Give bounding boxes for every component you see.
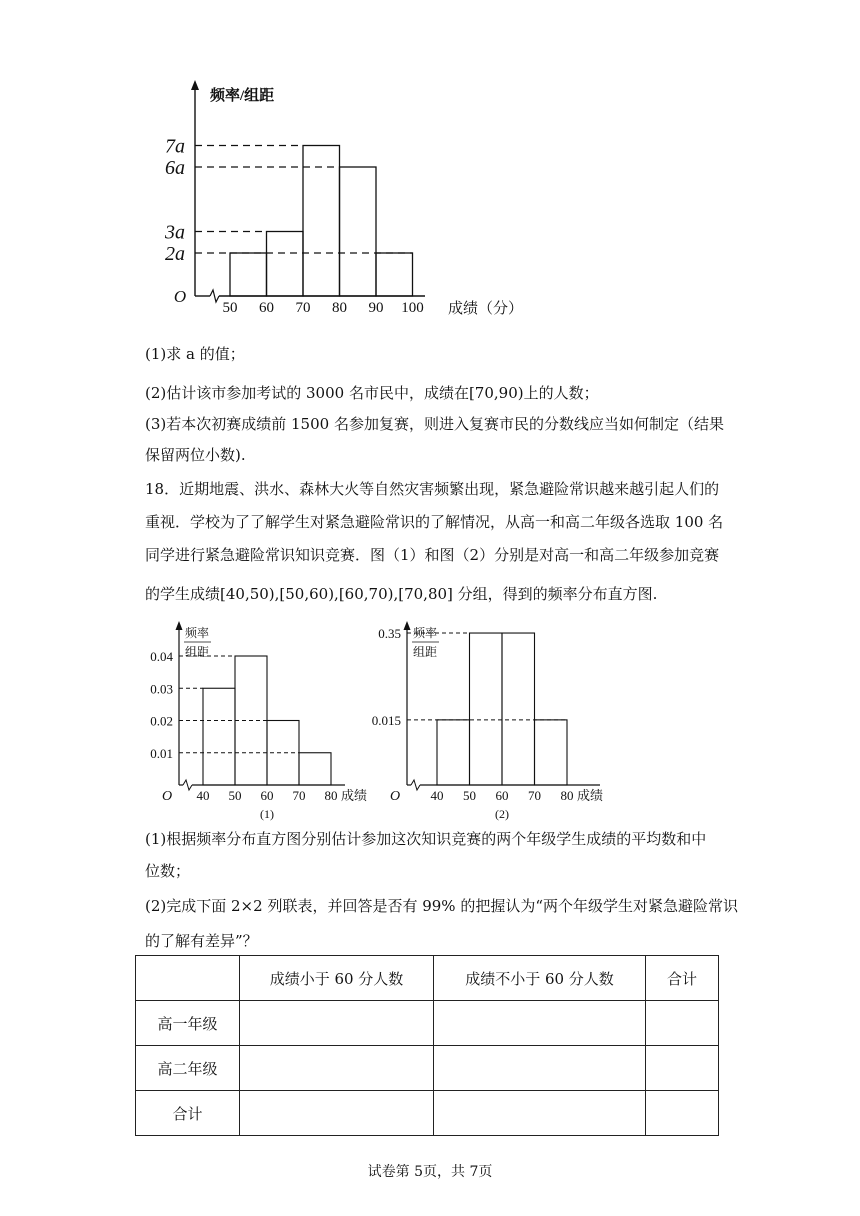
y-axis-label-numerator: 频率	[413, 626, 438, 640]
y-tick-label: 0.01	[150, 745, 173, 761]
x-tick-label: 70	[528, 788, 541, 803]
chart-caption: (2)	[495, 807, 509, 821]
histogram-bar	[376, 253, 413, 296]
table-cell[interactable]	[434, 1046, 646, 1091]
axis-break-mark	[183, 780, 192, 790]
origin-label: O	[173, 287, 187, 306]
origin-label: O	[389, 789, 401, 804]
table-cell: 高一年级	[136, 1001, 240, 1046]
histogram-bar	[230, 253, 267, 296]
table-header-row	[136, 956, 719, 1001]
histogram-bar	[470, 633, 503, 785]
q17-part-1: (1)求 a 的值；	[145, 345, 245, 363]
y-axis-label-denominator: 组距	[185, 645, 210, 659]
table-cell[interactable]	[240, 1001, 434, 1046]
table-row	[136, 1001, 719, 1046]
table-row	[136, 1091, 719, 1136]
y-tick-label: 0.35	[378, 626, 401, 642]
table-header-cell	[136, 956, 240, 1001]
table-header-cell: 合计	[646, 956, 719, 1001]
q17-part-3-line-2: 保留两位小数).	[145, 446, 246, 464]
axis-break-mark	[210, 290, 219, 302]
contingency-table	[135, 955, 719, 1136]
y-axis-label-denominator: 组距	[413, 645, 438, 659]
axis-break-mark	[411, 780, 420, 790]
q18-part-1-line-2: 位数；	[145, 862, 191, 880]
histogram-bar	[502, 633, 535, 785]
q18-text-line-2: 重视．学校为了了解学生对紧急避险常识的了解情况，从高一和高二年级各选取 100 名	[145, 513, 724, 531]
table-header-cell: 成绩小于 60 分人数	[240, 956, 434, 1001]
histogram-bar	[535, 720, 568, 785]
table-row	[136, 1046, 719, 1091]
q18-text-line-4: 的学生成绩[40,50),[50,60),[60,70),[70,80] 分组，得到的频率分布直方图.	[145, 585, 658, 603]
x-tick-label: 70	[295, 300, 311, 316]
chart-caption: (1)	[260, 807, 274, 821]
histogram-bar	[299, 753, 331, 785]
histogram-bar	[303, 146, 340, 297]
x-tick-label: 60	[495, 788, 509, 803]
x-axis-label: 成绩	[341, 788, 368, 803]
x-tick-label: 50	[222, 300, 238, 316]
table-cell[interactable]	[434, 1001, 646, 1046]
page-footer: 试卷第 5页，共 7页	[367, 1164, 493, 1180]
table-cell[interactable]	[646, 1001, 719, 1046]
y-tick-label: 2a	[165, 243, 185, 265]
table-cell[interactable]	[646, 1046, 719, 1091]
x-tick-label: 40	[196, 788, 210, 803]
y-axis-arrow	[176, 621, 183, 630]
x-tick-label: 50	[228, 788, 242, 803]
x-tick-label: 100	[401, 300, 424, 316]
x-tick-label: 60	[260, 788, 274, 803]
x-tick-label: 80	[324, 788, 338, 803]
q18-text-line-3: 同学进行紧急避险常识知识竞赛．图（1）和图（2）分别是对高一和高二年级参加竞赛	[145, 546, 720, 564]
y-tick-label: 3a	[165, 221, 185, 244]
y-axis-label-numerator: 频率	[185, 626, 210, 640]
y-tick-label: 7a	[165, 135, 185, 158]
y-tick-label: 0.03	[150, 681, 173, 697]
q18-part-2-line-2: 的了解有差异”？	[145, 932, 258, 950]
histogram-bar	[203, 688, 235, 785]
table-cell[interactable]	[240, 1046, 434, 1091]
table-header-cell: 成绩不小于 60 分人数	[434, 956, 646, 1001]
x-tick-label: 40	[430, 788, 444, 803]
histogram-bar	[340, 167, 377, 296]
x-tick-label: 70	[292, 788, 306, 803]
y-axis-label: 频率/组距	[210, 88, 275, 104]
table-cell[interactable]	[434, 1091, 646, 1136]
q18-text-line-1: 18．近期地震、洪水、森林大火等自然灾害频繁出现，紧急避险常识越来越引起人们的	[145, 480, 720, 498]
y-tick-label: 0.02	[150, 713, 173, 729]
table-cell[interactable]	[240, 1091, 434, 1136]
y-tick-label: 0.015	[371, 712, 401, 728]
x-axis-label: 成绩	[577, 788, 604, 803]
q17-part-3-line-1: (3)若本次初赛成绩前 1500 名参加复赛，则进入复赛市民的分数线应当如何制定（结果	[145, 415, 724, 433]
x-tick-label: 50	[463, 788, 476, 803]
y-tick-label: 0.04	[150, 649, 173, 664]
histogram-chart-1	[0, 0, 860, 330]
q17-part-2: (2)估计该市参加考试的 3000 名市民中，成绩在[70,90)上的人数；	[145, 384, 599, 402]
x-tick-label: 90	[368, 300, 384, 316]
x-tick-label: 80	[332, 300, 347, 316]
x-axis-label: 成绩（分）	[448, 301, 524, 317]
origin-label: O	[161, 789, 173, 804]
x-tick-label: 80	[560, 788, 574, 803]
table-cell: 合计	[136, 1091, 240, 1136]
x-tick-label: 60	[259, 300, 274, 316]
y-axis-arrow	[404, 621, 411, 630]
histogram-bar	[267, 232, 304, 297]
y-tick-label: 6a	[165, 157, 185, 179]
histogram-bar	[437, 720, 470, 785]
table-cell: 高二年级	[136, 1046, 240, 1091]
y-axis-arrow	[191, 80, 199, 90]
q18-part-1-line-1: (1)根据频率分布直方图分别估计参加这次知识竞赛的两个年级学生成绩的平均数和中	[145, 830, 707, 848]
q18-part-2-line-1: (2)完成下面 2×2 列联表，并回答是否有 99% 的把握认为“两个年级学生对紧急避险常识	[145, 897, 738, 915]
histogram-charts-2-3	[0, 615, 860, 825]
table-cell[interactable]	[646, 1091, 719, 1136]
